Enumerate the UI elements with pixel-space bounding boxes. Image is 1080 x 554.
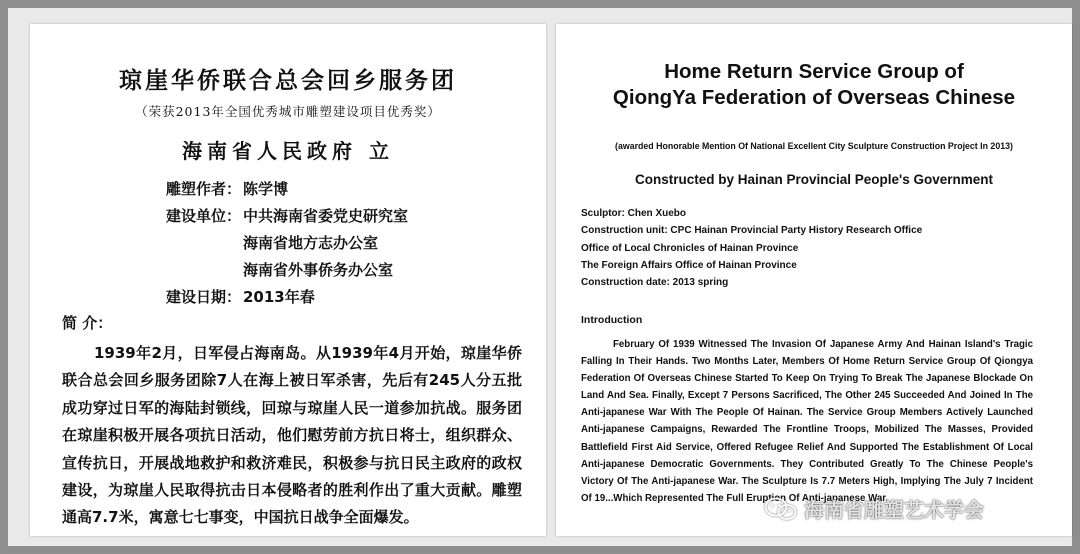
plaque-frame	[8, 8, 1072, 546]
chinese-unit-row	[166, 203, 408, 230]
chinese-plaque	[30, 24, 546, 536]
english-intro-text: February Of 1939 Witnessed The Invasion Of Japanese Army And Hainan Island's Tragic Falling In Their Hands. Two Months Later, Members Of Home Return Service Group Of Qiongya Federation Of Overseas Chinese Started To Keep On Trying To Break The Japanese Blockade On Land And Sea. Finally, Except 7 Persons Sacrificed, The Other 245 Succeeded And Joined In The Anti-japanese War With The People Of Hainan. The Service Group Members Actively Launched Anti-japanese Campaigns, Rewarded The Frontline Troops, Mobilized The Masses, Provided Battlefield First Aid Service, Offered Refugee Relief And Supported The Establishment Of Local Anti-japanese Democratic Governments. They Contributed Greatly To The Chinese People's Victory Of The Anti-japanese War. The Sculpture Is 7.7 Meters High, Implying The July 7 Incident Of 19...Which Represented The Full Eruption Of Anti-japanese War.	[581, 339, 1033, 504]
chinese-sculptor-row	[166, 176, 408, 203]
chinese-unit-row-3	[166, 257, 408, 284]
wechat-icon	[764, 496, 798, 522]
chinese-award-note: （荣获2013年全国优秀城市雕塑建设项目优秀奖）	[135, 104, 441, 119]
chinese-date-row	[166, 284, 408, 311]
english-sculptor: Sculptor: Chen Xuebo	[581, 208, 686, 219]
chinese-title: 琼崖华侨联合总会回乡服务团	[119, 67, 457, 94]
english-unit-2: Office of Local Chronicles of Hainan Province	[581, 242, 799, 254]
chinese-unit-3: 海南省外事侨务办公室	[243, 261, 394, 279]
watermark-text: 海南省雕塑艺术学会	[804, 498, 984, 522]
chinese-intro-text: 1939年2月，日军侵占海南岛。从1939年4月开始，琼崖华侨联合总会回乡服务团除7人在海上被日军杀害，先后有245人分五批成功穿过日军的海陆封锁线，回琼与琼崖人民一道参加抗战。服务团在琼崖积极开展各项抗日活动，他们慰劳前方抗日将士，组织群众、宣传抗日，开展战地救护和救济难民，积极参与抗日民主政府的政权建设，为琼崖人民取得抗击日本侵略者的胜利作出了重大贡献。雕塑通高7.7米，寓意七七事变，中国抗日战争全面爆发。	[62, 344, 522, 527]
english-title	[556, 59, 1072, 111]
english-award-note: (awarded Honorable Mention Of National Excellent City Sculpture Construction Project In 2013)	[615, 141, 1013, 151]
english-date: Construction date: 2013 spring	[581, 277, 729, 289]
english-government-line: Constructed by Hainan Provincial People's Government	[634, 172, 994, 187]
english-title-line-2: QiongYa Federation of Overseas Chinese	[612, 86, 1016, 109]
chinese-sculptor-label: 雕塑作者：	[166, 180, 242, 198]
english-unit-3: The Foreign Affairs Office of Hainan Province	[581, 259, 797, 271]
english-intro-heading: Introduction	[581, 314, 643, 326]
english-unit-1: Construction unit: CPC Hainan Provincial Party History Research Office	[581, 225, 923, 237]
chinese-info-block	[166, 176, 408, 311]
english-plaque	[556, 24, 1072, 536]
english-info-block	[581, 205, 922, 291]
chinese-date-label: 建设日期：	[166, 288, 242, 306]
chinese-unit-label: 建设单位：	[166, 207, 242, 225]
chinese-date-value: 2013年春	[243, 288, 315, 306]
chinese-government-line: 海南省人民政府 立	[182, 139, 394, 163]
chinese-unit-2: 海南省地方志办公室	[243, 234, 379, 252]
watermark	[764, 494, 984, 523]
chinese-intro-heading: 简 介：	[62, 314, 113, 332]
chinese-sculptor-value: 陈学博	[243, 180, 289, 198]
chinese-unit-1: 中共海南省委党史研究室	[243, 207, 409, 225]
english-title-line-1: Home Return Service Group of	[664, 60, 964, 83]
chinese-unit-row-2	[166, 230, 408, 257]
